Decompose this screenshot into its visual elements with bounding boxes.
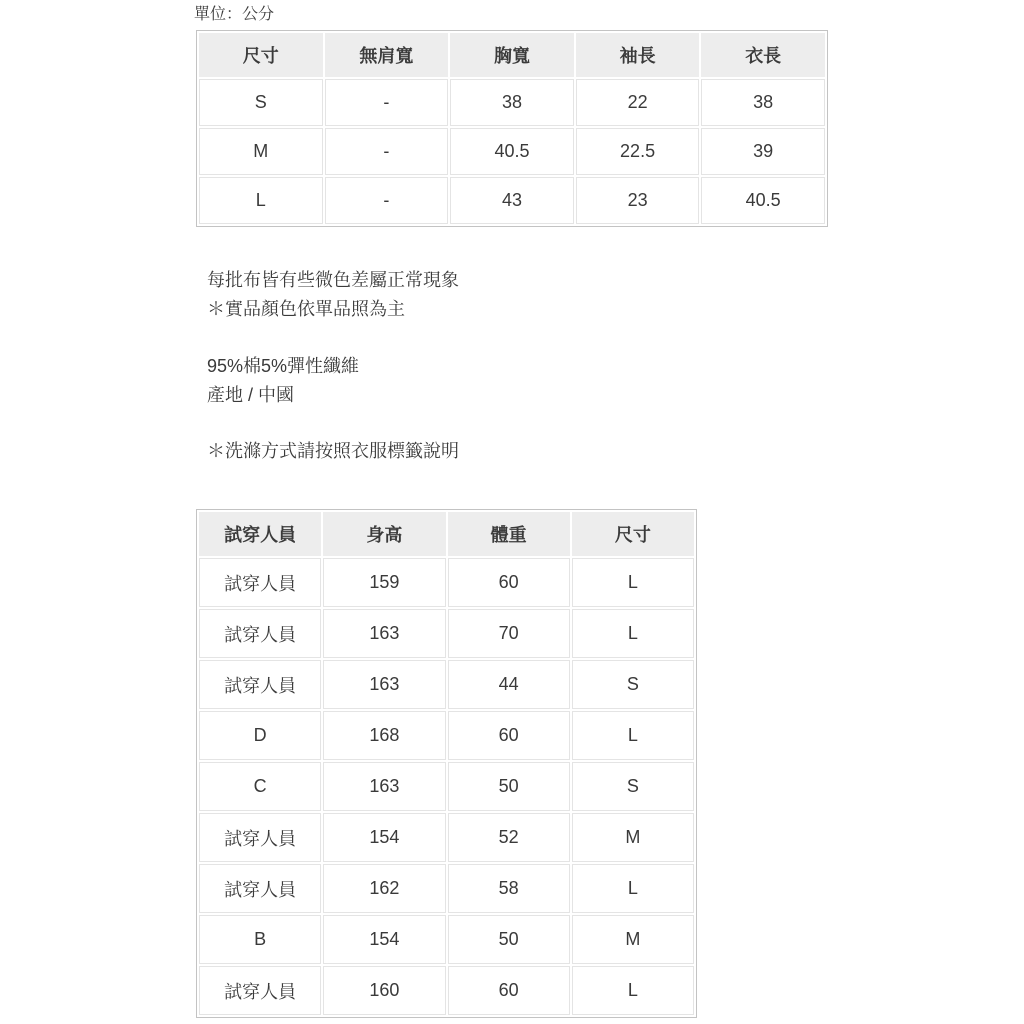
table-cell: 163 <box>323 609 445 658</box>
table-cell: 40.5 <box>450 128 574 175</box>
table-cell: L <box>572 864 694 913</box>
table-row <box>199 762 694 811</box>
table-cell: 試穿人員 <box>199 864 321 913</box>
table-cell: L <box>572 609 694 658</box>
size-table <box>196 30 828 227</box>
table-cell: 159 <box>323 558 445 607</box>
table-cell: 162 <box>323 864 445 913</box>
table-cell: 154 <box>323 813 445 862</box>
table-cell: 60 <box>448 711 570 760</box>
material-origin-note <box>207 352 359 410</box>
table-cell: 50 <box>448 762 570 811</box>
table-cell: 163 <box>323 762 445 811</box>
table-cell: 160 <box>323 966 445 1015</box>
table-cell: L <box>572 558 694 607</box>
fabric-color-note <box>207 266 459 324</box>
table-cell: 22 <box>576 79 700 126</box>
column-header: 胸寬 <box>450 33 574 77</box>
table-row <box>199 966 694 1015</box>
table-row <box>199 609 694 658</box>
table-cell: 44 <box>448 660 570 709</box>
column-header: 尺寸 <box>199 33 323 77</box>
table-row <box>199 915 694 964</box>
table-cell: 38 <box>450 79 574 126</box>
fabric-color-note-line1: 每批布皆有些微色差屬正常現象 <box>207 270 459 290</box>
column-header: 衣長 <box>701 33 825 77</box>
fitting-table-header-row <box>199 512 694 556</box>
column-header: 尺寸 <box>572 512 694 556</box>
table-cell: 60 <box>448 966 570 1015</box>
origin-note-line: 產地 / 中國 <box>207 385 295 405</box>
table-cell: L <box>199 177 323 224</box>
table-cell: B <box>199 915 321 964</box>
table-row <box>199 79 825 126</box>
wash-instruction-note <box>207 437 459 466</box>
table-cell: 試穿人員 <box>199 813 321 862</box>
wash-note-line: ＊洗滌方式請按照衣服標籤說明 <box>207 441 459 461</box>
table-row <box>199 177 825 224</box>
table-cell: D <box>199 711 321 760</box>
table-cell: S <box>572 660 694 709</box>
table-cell: 52 <box>448 813 570 862</box>
fitting-table-body <box>199 558 694 1015</box>
fitting-table <box>196 509 697 1018</box>
fitting-table-head <box>199 512 694 556</box>
table-cell: L <box>572 711 694 760</box>
table-row <box>199 660 694 709</box>
table-cell: M <box>572 915 694 964</box>
material-note-line: 95%棉5%彈性纖維 <box>207 356 360 376</box>
table-cell: 43 <box>450 177 574 224</box>
table-cell: 23 <box>576 177 700 224</box>
table-cell: 39 <box>701 128 825 175</box>
table-cell: 70 <box>448 609 570 658</box>
fabric-color-note-line2: ＊實品顏色依單品照為主 <box>207 299 405 319</box>
table-cell: S <box>199 79 323 126</box>
size-table-head <box>199 33 825 77</box>
column-header: 試穿人員 <box>199 512 321 556</box>
table-row <box>199 813 694 862</box>
table-cell: L <box>572 966 694 1015</box>
table-cell: 38 <box>701 79 825 126</box>
table-cell: 163 <box>323 660 445 709</box>
column-header: 袖長 <box>576 33 700 77</box>
table-row <box>199 711 694 760</box>
table-cell: - <box>325 177 449 224</box>
table-cell: 22.5 <box>576 128 700 175</box>
table-cell: - <box>325 128 449 175</box>
table-cell: 58 <box>448 864 570 913</box>
table-cell: C <box>199 762 321 811</box>
table-row <box>199 558 694 607</box>
table-cell: 40.5 <box>701 177 825 224</box>
table-cell: 試穿人員 <box>199 660 321 709</box>
table-cell: S <box>572 762 694 811</box>
table-cell: 168 <box>323 711 445 760</box>
table-cell: 試穿人員 <box>199 966 321 1015</box>
table-cell: 試穿人員 <box>199 558 321 607</box>
table-cell: 50 <box>448 915 570 964</box>
table-cell: M <box>572 813 694 862</box>
size-table-body <box>199 79 825 224</box>
unit-label: 單位：公分 <box>194 6 275 23</box>
table-row <box>199 864 694 913</box>
table-cell: 154 <box>323 915 445 964</box>
table-cell: M <box>199 128 323 175</box>
column-header: 體重 <box>448 512 570 556</box>
size-table-header-row <box>199 33 825 77</box>
table-cell: - <box>325 79 449 126</box>
table-cell: 60 <box>448 558 570 607</box>
table-row <box>199 128 825 175</box>
column-header: 身高 <box>323 512 445 556</box>
table-cell: 試穿人員 <box>199 609 321 658</box>
column-header: 無肩寬 <box>325 33 449 77</box>
